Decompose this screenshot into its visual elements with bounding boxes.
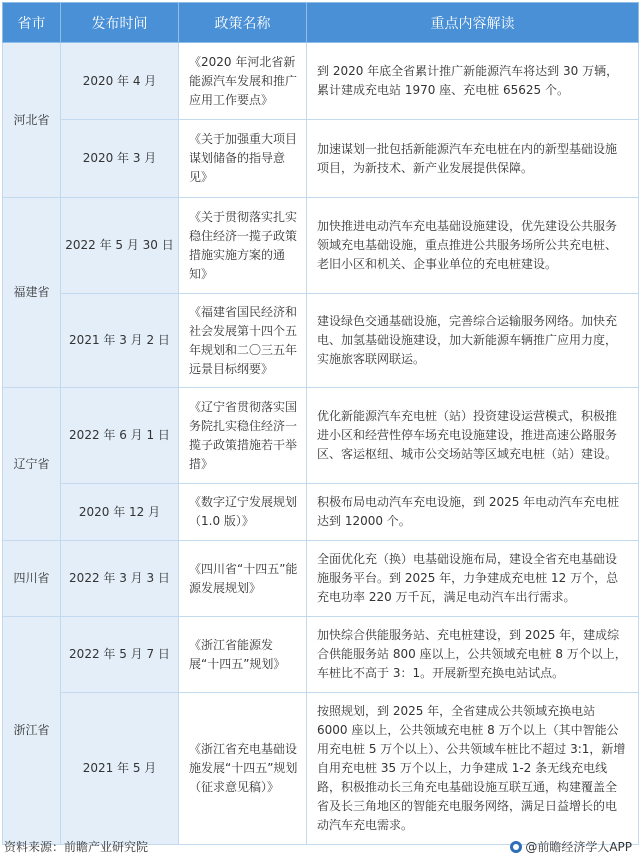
table-row bbox=[3, 388, 639, 484]
table-row bbox=[3, 541, 639, 617]
policy-table bbox=[2, 2, 639, 845]
table-header-row bbox=[3, 3, 639, 43]
city-cell: 河北省 bbox=[3, 43, 61, 198]
city-cell: 福建省 bbox=[3, 198, 61, 388]
content-cell: 加速谋划一批包括新能源汽车充电桩在内的新型基础设施项目，为新技术、新产业发展提供保障。 bbox=[307, 120, 639, 198]
brand-text: @前瞻经济学人APP bbox=[525, 840, 632, 854]
policy-cell: 《辽宁省贯彻落实国务院扎实稳住经济一揽子政策措施若干举措》 bbox=[179, 388, 307, 484]
date-cell: 2021 年 3 月 2 日 bbox=[61, 294, 179, 388]
content-cell: 按照规划，到 2025 年，全省建成公共领域充换电站 6000 座以上，公共领域充电桩 8 万个以上（其中智能公用充电桩 5 万个以上）、公共领域车桩比不超过 3:1，新增自用充电桩 35 万个以上，力争建成 1-2 条无线充电线路，积极推动长三角充电基础设施互联互通，构建覆盖全省及长三角地区的智能充电服务网络，满足日益增长的电动汽车充电需求。 bbox=[307, 693, 639, 845]
date-cell: 2020 年 12 月 bbox=[61, 484, 179, 541]
content-cell: 全面优化充（换）电基础设施布局，建设全省充电基础设施服务平台。到 2025 年，力争建成充电桩 12 万个，总充电功率 220 万千瓦，满足电动汽车出行需求。 bbox=[307, 541, 639, 617]
policy-cell: 《数字辽宁发展规划（1.0 版）》 bbox=[179, 484, 307, 541]
brand-credit bbox=[510, 838, 632, 855]
table-row bbox=[3, 484, 639, 541]
content-cell: 积极布局电动汽车充电设施，到 2025 年电动汽车充电桩达到 12000 个。 bbox=[307, 484, 639, 541]
table-row bbox=[3, 617, 639, 693]
city-cell: 四川省 bbox=[3, 541, 61, 617]
date-cell: 2022 年 6 月 1 日 bbox=[61, 388, 179, 484]
date-cell: 2020 年 3 月 bbox=[61, 120, 179, 198]
content-cell: 建设绿色交通基础设施，完善综合运输服务网络。加快充电、加氢基础设施建设，加大新能源车辆推广应用力度，实施旅客联网联运。 bbox=[307, 294, 639, 388]
date-cell: 2022 年 5 月 7 日 bbox=[61, 617, 179, 693]
date-cell: 2020 年 4 月 bbox=[61, 43, 179, 120]
qianzhan-logo-icon bbox=[510, 841, 522, 853]
city-cell: 浙江省 bbox=[3, 617, 61, 845]
policy-cell: 《2020 年河北省新能源汽车发展和推广应用工作要点》 bbox=[179, 43, 307, 120]
policy-cell: 《四川省“十四五”能源发展规划》 bbox=[179, 541, 307, 617]
table-row bbox=[3, 693, 639, 845]
content-cell: 优化新能源汽车充电桩（站）投资建设运营模式，积极推进小区和经营性停车场充电设施建设，推进高速公路服务区、客运枢纽、城市公交场站等区域充电桩（站）建设。 bbox=[307, 388, 639, 484]
content-cell: 加快推进电动汽车充电基础设施建设，优先建设公共服务领域充电基础设施，重点推进公共服务场所公共充电桩、老旧小区和机关、企事业单位的充电桩建设。 bbox=[307, 198, 639, 294]
content-cell: 到 2020 年底全省累计推广新能源汽车将达到 30 万辆，累计建成充电站 1970 座、充电桩 65625 个。 bbox=[307, 43, 639, 120]
policy-cell: 《福建省国民经济和社会发展第十四个五年规划和二〇三五年远景目标纲要》 bbox=[179, 294, 307, 388]
table-row bbox=[3, 120, 639, 198]
date-cell: 2022 年 5 月 30 日 bbox=[61, 198, 179, 294]
header-date: 发布时间 bbox=[61, 3, 179, 43]
header-city: 省市 bbox=[3, 3, 61, 43]
city-cell: 辽宁省 bbox=[3, 388, 61, 541]
table-row bbox=[3, 198, 639, 294]
header-policy: 政策名称 bbox=[179, 3, 307, 43]
content-cell: 加快综合供能服务站、充电桩建设，到 2025 年，建成综合供能服务站 800 座以上，公共领域充电桩 8 万个以上，车桩比不高于 3：1。开展新型充换电站试点。 bbox=[307, 617, 639, 693]
date-cell: 2021 年 5 月 bbox=[61, 693, 179, 845]
policy-cell: 《关于贯彻落实扎实稳住经济一揽子政策措施实施方案的通知》 bbox=[179, 198, 307, 294]
policy-cell: 《关于加强重大项目谋划储备的指导意见》 bbox=[179, 120, 307, 198]
policy-cell: 《浙江省能源发展“十四五”规划》 bbox=[179, 617, 307, 693]
table-row bbox=[3, 43, 639, 120]
source-note: 资料来源：前瞻产业研究院 bbox=[4, 840, 149, 854]
header-content: 重点内容解读 bbox=[307, 3, 639, 43]
policy-cell: 《浙江省充电基础设施发展“十四五”规划（征求意见稿）》 bbox=[179, 693, 307, 845]
table-row bbox=[3, 294, 639, 388]
date-cell: 2022 年 3 月 3 日 bbox=[61, 541, 179, 617]
